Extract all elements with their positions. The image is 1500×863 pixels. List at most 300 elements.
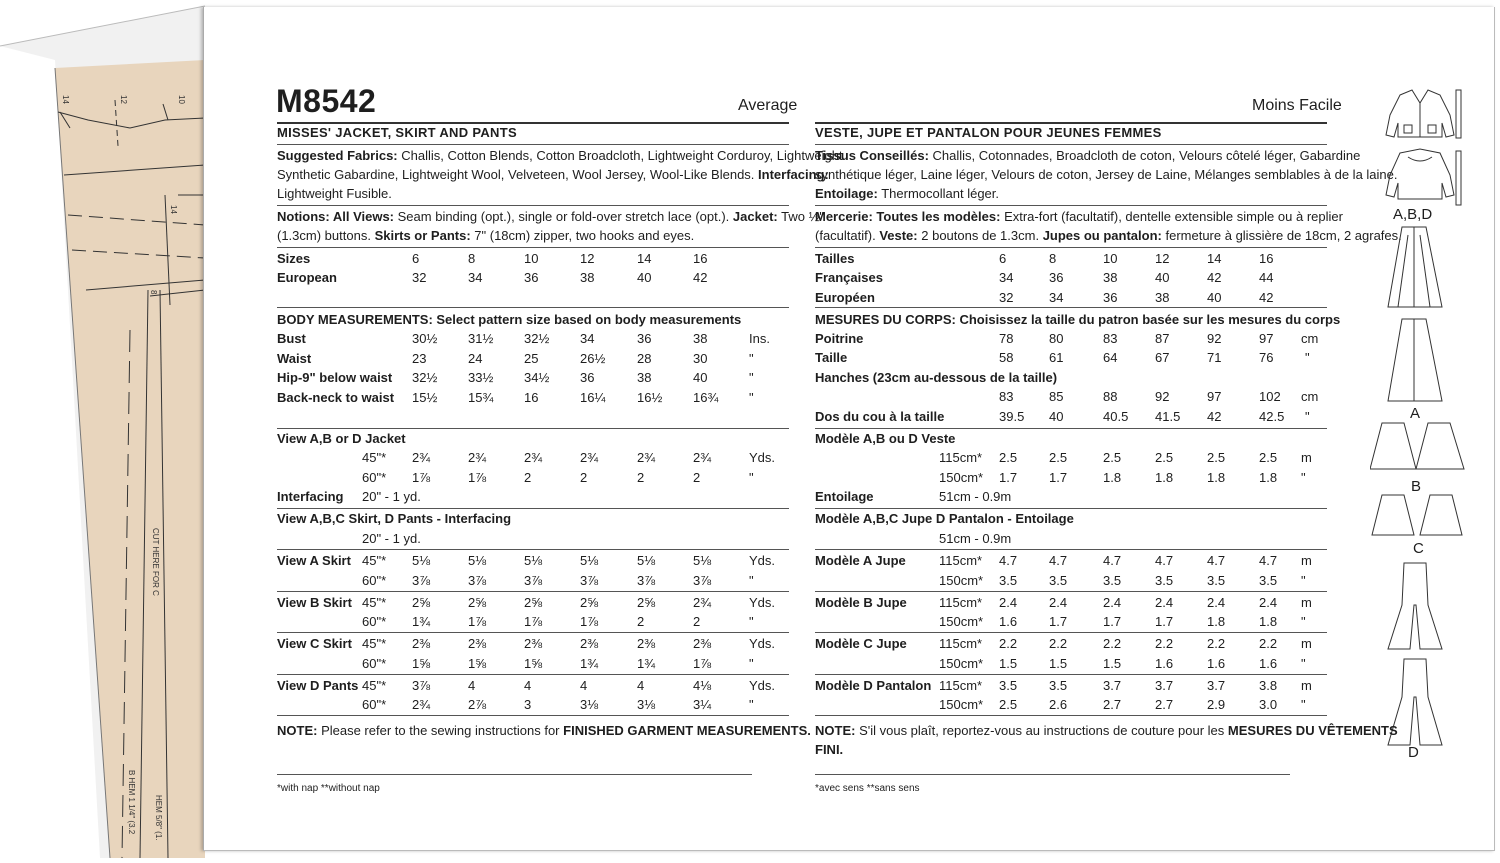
yardage-value: 1⅝ (468, 655, 487, 671)
body-measurement-value: 64 (1103, 350, 1118, 365)
divider (815, 549, 1327, 550)
yardage-value: 1.8 (1207, 614, 1226, 629)
skirt-b-front-drawing (1370, 423, 1416, 469)
notions-en-line1: Notions: All Views: Seam binding (opt.), single or fold-over stretch lace (opt.). Jacket: Two ½" (277, 209, 825, 224)
divider (815, 247, 1327, 248)
unit-label: m (1301, 450, 1312, 465)
body-measurement-value: 40.5 (1103, 409, 1129, 424)
yardage-value: 2⅜ (693, 636, 712, 651)
yardage-value: 5⅛ (637, 553, 656, 568)
yardage-value: 1¾ (580, 655, 599, 671)
divider (277, 549, 789, 550)
yardage-value: 3.5 (999, 572, 1018, 588)
yardage-value: 4.7 (1049, 553, 1068, 568)
body-measurement-value: 76 (1259, 350, 1274, 365)
unit-label: Yds. (749, 636, 776, 651)
fabric-width: 60"* (362, 469, 387, 485)
yardage-value: 2.4 (1049, 594, 1068, 610)
european-size-value: 34 (468, 270, 483, 285)
unit-label: " (749, 350, 754, 366)
yardage-value: 2⅝ (580, 594, 599, 610)
skirt-b-back-drawing (1416, 423, 1464, 469)
body-measurement-value: 88 (1103, 389, 1118, 404)
divider (815, 591, 1327, 592)
unit-label: cm (1301, 389, 1319, 404)
yardage-value: 4.7 (1259, 553, 1278, 568)
fabrics-fr-line2: synthétique léger, Laine léger, Velours de coton, Jersey de Laine, Mélanges semblables à de la laine. (815, 167, 1398, 182)
body-measurement-value: 97 (1207, 389, 1222, 404)
european-size-value: 34 (1049, 290, 1064, 305)
unit-label: Ins. (749, 331, 770, 346)
unit-label: Yds. (749, 594, 776, 610)
yardage-value: 2.2 (999, 636, 1018, 651)
yardage-value: 1.6 (1155, 655, 1174, 671)
unit-label: m (1301, 594, 1312, 610)
body-measurement-value: 85 (1049, 389, 1064, 404)
unit-label: Yds. (749, 677, 776, 693)
body-row-label: Taille (815, 350, 848, 365)
body-measurement-value: 61 (1049, 350, 1064, 365)
yardage-value: 2.6 (1049, 697, 1068, 712)
size-value: 14 (637, 251, 652, 266)
yardage-value: 1.6 (1259, 655, 1278, 671)
body-measurement-value: 39.5 (999, 409, 1025, 424)
yardage-value: 2⅝ (412, 594, 431, 610)
yardage-value: 3⅞ (412, 572, 431, 588)
yardage-value: 1.7 (999, 469, 1018, 485)
body-measurement-value: 40 (1049, 409, 1064, 424)
yardage-value: 1.8 (1259, 469, 1278, 485)
yardage-value: 2.2 (1049, 636, 1068, 651)
unit-label: " (1301, 655, 1306, 671)
european-size-value: 32 (999, 290, 1014, 305)
yardage-value: 3⅛ (580, 697, 599, 712)
body-measurement-value: 24 (468, 350, 483, 366)
view-yardage-label: View B Skirt (277, 594, 352, 610)
divider (277, 632, 789, 633)
yardage-value: 5⅛ (412, 553, 431, 568)
yardage-value: 2¾ (637, 450, 656, 465)
fabrics-en-line2: Synthetic Gabardine, Lightweight Wool, Velveteen, Wool Jersey, Wool-Like Blends. Interfacing: (277, 167, 829, 182)
size-value: 16 (693, 251, 708, 266)
fabric-width: 45"* (362, 636, 387, 651)
yardage-value: 3⅞ (580, 572, 599, 588)
yardage-value: 3.0 (1259, 697, 1278, 712)
body-measurement-value: 40 (693, 370, 708, 385)
view-illustrations (1370, 85, 1480, 775)
european-size-value: 40 (1207, 290, 1222, 305)
divider (815, 307, 1327, 308)
body-measurement-value: 15½ (412, 389, 438, 405)
unit-label: " (749, 655, 754, 671)
yardage-value: 3.5 (1103, 572, 1122, 588)
yardage-value: 3⅞ (637, 572, 656, 588)
size-value: 10 (524, 251, 539, 266)
yardage-value: 3.5 (999, 677, 1018, 693)
fabric-width: 150cm* (939, 572, 984, 588)
body-measurement-value: 36 (580, 370, 595, 385)
tissue-size-mark: 8 (149, 290, 158, 295)
yardage-value: 3.7 (1103, 677, 1122, 693)
entoilage-label: Entoilage (815, 489, 874, 504)
tissue-size-mark: 14 (169, 205, 178, 214)
tissue-hem-text: HEM 5/8" (1. (154, 795, 163, 841)
yardage-value: 3.5 (1049, 572, 1068, 588)
divider (277, 205, 789, 206)
fabric-width: 45"* (362, 594, 387, 610)
yardage-value: 4⅛ (693, 677, 712, 693)
body-measurement-value: 71 (1207, 350, 1222, 365)
body-measurement-value: 36 (637, 331, 652, 346)
yardage-value: 1.8 (1259, 614, 1278, 629)
european-size-value: 36 (524, 270, 539, 285)
yardage-value: 3⅛ (637, 697, 656, 712)
size-value: 6 (999, 251, 1007, 266)
body-measurement-value: 42.5 (1259, 409, 1285, 424)
jacket-side-drawing (1456, 151, 1461, 205)
veste-heading: Modèle A,B ou D Veste (815, 431, 956, 446)
yardage-value: 4 (580, 677, 588, 693)
yardage-value: 1⅞ (468, 469, 487, 485)
jupe-entoilage-heading: Modèle A,B,C Jupe D Pantalon - Entoilage (815, 511, 1074, 526)
size-value: 14 (1207, 251, 1222, 266)
yardage-value: 2 (693, 614, 701, 629)
european-size-value: 38 (580, 270, 595, 285)
european-size-value: 42 (1259, 290, 1274, 305)
yardage-value: 3⅞ (693, 572, 712, 588)
body-measurement-value: 67 (1155, 350, 1170, 365)
yardage-value: 3.5 (1207, 572, 1226, 588)
yardage-value: 2¾ (524, 450, 543, 465)
body-measurement-value: 15¾ (468, 389, 494, 405)
yardage-value: 2 (580, 469, 588, 485)
unit-label: " (749, 370, 754, 385)
body-measurement-value: 28 (637, 350, 652, 366)
fabrics-en-line1: Suggested Fabrics: Challis, Cotton Blends, Cotton Broadcloth, Lightweight Corduroy, Lightweight (277, 148, 843, 163)
interfacing-label: Interfacing (277, 489, 344, 504)
divider (815, 632, 1327, 633)
divider (815, 205, 1327, 206)
body-measurement-value: 78 (999, 331, 1014, 346)
jacket-front-drawing (1386, 90, 1454, 137)
yardage-value: 2.4 (999, 594, 1018, 610)
body-measurement-value: 58 (999, 350, 1014, 365)
body-measurement-value: 32½ (524, 331, 550, 346)
european-size-value: 36 (1103, 290, 1118, 305)
skirt-c-back-drawing (1420, 495, 1462, 535)
yardage-value: 2⅞ (468, 697, 487, 712)
yardage-value: 2 (524, 469, 532, 485)
body-measurement-value: 34½ (524, 370, 550, 385)
pants-d-front-drawing (1388, 563, 1442, 649)
yardage-value: 2⅜ (524, 636, 543, 651)
yardage-value: 5⅛ (693, 553, 712, 568)
view-yardage-label: View A Skirt (277, 553, 351, 568)
french-size-value: 42 (1207, 270, 1222, 285)
yardage-value: 5⅛ (580, 553, 599, 568)
divider (277, 247, 789, 248)
divider (815, 774, 1290, 775)
body-measurements-heading: BODY MEASUREMENTS: Select pattern size based on body measurements (277, 312, 742, 327)
unit-label: " (749, 697, 754, 712)
yardage-value: 2⅝ (524, 594, 543, 610)
body-row-label: Hip-9" below waist (277, 370, 393, 385)
tissue-size-mark: 14 (61, 95, 70, 104)
fabric-width: 45"* (362, 677, 387, 693)
yardage-value: 1⅞ (524, 614, 543, 629)
yardage-value: 2.2 (1103, 636, 1122, 651)
body-measurement-value: 32½ (412, 370, 438, 385)
yardage-value: 4 (524, 677, 532, 693)
divider (277, 428, 789, 429)
pattern-tissue-drawing (0, 0, 230, 858)
divider (277, 144, 789, 145)
mercerie-fr-line1: Mercerie: Toutes les modèles: Extra-fort (facultatif), dentelle extensible simple ou à replier (815, 209, 1343, 224)
interfacing-value: 20" - 1 yd. (362, 489, 421, 504)
divider (815, 428, 1327, 429)
french-size-value: 40 (1155, 270, 1170, 285)
footnote-fr: *avec sens **sans sens (815, 783, 920, 794)
body-measurement-value: 38 (693, 331, 708, 346)
unit-label: " (1301, 614, 1306, 629)
yardage-value: 4 (468, 677, 476, 693)
fabric-width: 115cm* (939, 636, 983, 651)
yardage-value: 2.5 (1103, 450, 1122, 465)
view-yardage-label: Modèle D Pantalon (815, 677, 932, 693)
size-value: 10 (1103, 251, 1118, 266)
view-yardage-label: View C Skirt (277, 636, 352, 651)
unit-label: m (1301, 677, 1312, 693)
jupe-entoilage-value: 51cm - 0.9m (939, 531, 1012, 546)
body-measurement-value: 23 (412, 350, 427, 366)
divider (277, 591, 789, 592)
yardage-value: 3⅞ (412, 677, 431, 693)
yardage-value: 3.8 (1259, 677, 1278, 693)
yardage-value: 1¾ (412, 614, 431, 629)
yardage-value: 1⅝ (412, 655, 431, 671)
unit-label: " (749, 469, 754, 485)
fabric-width: 150cm* (939, 614, 984, 629)
unit-label: " (1301, 697, 1306, 712)
fabric-width: 115cm* (939, 450, 983, 465)
fabric-width: 150cm* (939, 469, 984, 485)
unit-label: " (749, 389, 754, 405)
unit-label: Yds. (749, 553, 776, 568)
yardage-value: 2.2 (1207, 636, 1226, 651)
body-measurement-value: 83 (999, 389, 1014, 404)
unit-label: " (1301, 572, 1306, 588)
body-row-label: Back-neck to waist (277, 389, 395, 405)
yardage-value: 1¾ (637, 655, 656, 671)
title-en: MISSES' JACKET, SKIRT AND PANTS (277, 125, 517, 140)
yardage-value: 3.7 (1207, 677, 1226, 693)
yardage-value: 2.5 (1259, 450, 1278, 465)
tissue-size-mark: 12 (119, 95, 128, 104)
yardage-value: 2 (693, 469, 701, 485)
french-size-value: 38 (1103, 270, 1118, 285)
yardage-value: 2.4 (1103, 594, 1122, 610)
francaises-label: Françaises (815, 270, 883, 285)
fabric-width: 115cm* (939, 594, 983, 610)
sizes-label: Sizes (277, 251, 311, 266)
yardage-value: 2¾ (693, 594, 712, 610)
yardage-value: 3.5 (1259, 572, 1278, 588)
yardage-value: 2.2 (1259, 636, 1278, 651)
view-label-abd: A,B,D (1393, 206, 1433, 223)
unit-label: cm (1301, 331, 1319, 346)
yardage-value: 1.5 (1103, 655, 1122, 671)
yardage-value: 2⅜ (637, 636, 656, 651)
body-measurement-value: 31½ (468, 331, 494, 346)
fabric-width: 60"* (362, 655, 387, 671)
yardage-value: 1⅞ (580, 614, 599, 629)
difficulty-level-en: Average (738, 97, 798, 114)
view-label-b: B (1411, 478, 1422, 495)
skirt-c-front-drawing (1372, 495, 1414, 535)
size-value: 16 (1259, 251, 1274, 266)
yardage-value: 2.2 (1155, 636, 1174, 651)
yardage-value: 1.8 (1155, 469, 1174, 485)
yardage-value: 1⅞ (412, 469, 431, 485)
yardage-value: 4.7 (1103, 553, 1122, 568)
yardage-value: 2⅜ (580, 636, 599, 651)
yardage-value: 1.6 (999, 614, 1018, 629)
body-measurement-value: 102 (1259, 389, 1281, 404)
body-measurement-value: 16¼ (580, 389, 606, 405)
body-measurement-value: 26½ (580, 350, 606, 366)
entoilage-fr-line: Entoilage: Thermocollant léger. (815, 186, 1000, 201)
yardage-value: 2⅜ (412, 636, 431, 651)
note-fr: NOTE: S'il vous plaît, reportez-vous au instructions de couture pour les MESURES DU VÊTEMENTS (815, 723, 1398, 738)
unit-label: Yds. (749, 450, 776, 465)
view-yardage-label: Modèle C Jupe (815, 636, 907, 651)
body-measurement-value: 97 (1259, 331, 1274, 346)
yardage-value: 2.5 (1155, 450, 1174, 465)
fabric-width: 60"* (362, 697, 387, 712)
yardage-value: 2.5 (999, 450, 1018, 465)
divider (277, 307, 789, 308)
fabric-width: 150cm* (939, 655, 984, 671)
body-row-label: Poitrine (815, 331, 864, 346)
unit-label: m (1301, 553, 1312, 568)
body-measurement-value: 16½ (637, 389, 663, 405)
divider (277, 122, 789, 124)
view-label-a: A (1410, 405, 1421, 422)
divider (277, 508, 789, 509)
yardage-value: 2¾ (580, 450, 599, 465)
footnote-en: *with nap **without nap (277, 783, 380, 794)
unit-label: " (749, 614, 754, 629)
fabric-width: 60"* (362, 572, 387, 588)
tailles-label: Tailles (815, 251, 855, 266)
unit-label: " (1305, 350, 1310, 365)
body-measurement-value: 30 (693, 350, 708, 366)
body-measurement-value: 33½ (468, 370, 494, 385)
entoilage-value: 51cm - 0.9m (939, 489, 1012, 504)
yardage-value: 1.7 (1155, 614, 1174, 629)
yardage-value: 2.4 (1207, 594, 1226, 610)
fabric-width: 150cm* (939, 697, 984, 712)
body-measurement-value: 38 (637, 370, 652, 385)
yardage-value: 2.5 (1207, 450, 1226, 465)
unit-label: " (1305, 409, 1310, 424)
yardage-value: 2⅝ (637, 594, 656, 610)
body-measurement-value: 16 (524, 389, 539, 405)
size-value: 8 (468, 251, 476, 266)
yardage-value: 5⅛ (524, 553, 543, 568)
french-size-value: 36 (1049, 270, 1064, 285)
size-value: 8 (1049, 251, 1057, 266)
yardage-value: 2.9 (1207, 697, 1226, 712)
view-label-c: C (1413, 540, 1424, 557)
yardage-value: 4.7 (1155, 553, 1174, 568)
body-measurement-value: 92 (1207, 331, 1222, 346)
body-measurement-value: 80 (1049, 331, 1064, 346)
tissue-size-mark: 10 (177, 95, 186, 104)
body-measurement-value: 92 (1155, 389, 1170, 404)
yardage-value: 2.4 (1155, 594, 1174, 610)
size-value: 12 (1155, 251, 1170, 266)
body-measurement-value: 16¾ (693, 389, 719, 405)
yardage-value: 1⅝ (524, 655, 543, 671)
view-yardage-label: Modèle A Jupe (815, 553, 906, 568)
jacket-back-drawing (1386, 149, 1454, 199)
mercerie-fr-line2: (facultatif). Veste: 2 boutons de 1.3cm. Jupes ou pantalon: fermeture à glissière de 18cm, 2 agrafes. (815, 228, 1402, 243)
body-measurement-value: 30½ (412, 331, 438, 346)
yardage-value: 1.8 (1103, 469, 1122, 485)
body-row-label: Waist (277, 350, 312, 366)
yardage-value: 1.7 (1103, 614, 1122, 629)
body-measurement-value: 83 (1103, 331, 1118, 346)
european-size-value: 40 (637, 270, 652, 285)
title-fr: VESTE, JUPE ET PANTALON POUR JEUNES FEMMES (815, 125, 1162, 140)
yardage-value: 2.4 (1259, 594, 1278, 610)
fabric-width: 115cm* (939, 677, 983, 693)
yardage-value: 2.5 (999, 697, 1018, 712)
unit-label: " (749, 572, 754, 588)
body-row-label: Hanches (23cm au-dessous de la taille) (815, 370, 1058, 385)
jacket-side-drawing (1456, 90, 1461, 138)
yardage-value: 1⅞ (693, 655, 712, 671)
tissue-cut-line-text: CUT HERE FOR C (151, 528, 160, 596)
yardage-value: 1.5 (1049, 655, 1068, 671)
size-value: 12 (580, 251, 595, 266)
notions-en-line2: (1.3cm) buttons. Skirts or Pants: 7" (18cm) zipper, two hooks and eyes. (277, 228, 695, 243)
yardage-value: 1.7 (1049, 469, 1068, 485)
view-label-d: D (1408, 744, 1419, 761)
yardage-value: 1⅞ (468, 614, 487, 629)
yardage-value: 4.7 (1207, 553, 1226, 568)
french-size-value: 34 (999, 270, 1014, 285)
french-size-value: 44 (1259, 270, 1274, 285)
yardage-value: 4 (637, 677, 645, 693)
body-measurement-value: 41.5 (1155, 409, 1181, 424)
yardage-value: 3⅞ (468, 572, 487, 588)
yardage-value: 2.7 (1155, 697, 1174, 712)
yardage-value: 1.7 (1049, 614, 1068, 629)
body-row-label: Bust (277, 331, 306, 346)
tissue-hem-text: B HEM 1 1/4" (3.2 (127, 770, 136, 835)
yardage-value: 1.8 (1207, 469, 1226, 485)
divider (815, 715, 1327, 716)
divider (815, 674, 1327, 675)
fabric-width: 45"* (362, 450, 387, 465)
yardage-value: 3.5 (1155, 572, 1174, 588)
european-size-value: 42 (693, 270, 708, 285)
divider (277, 674, 789, 675)
yardage-value: 2⅝ (468, 594, 487, 610)
fabric-width: 60"* (362, 614, 387, 629)
